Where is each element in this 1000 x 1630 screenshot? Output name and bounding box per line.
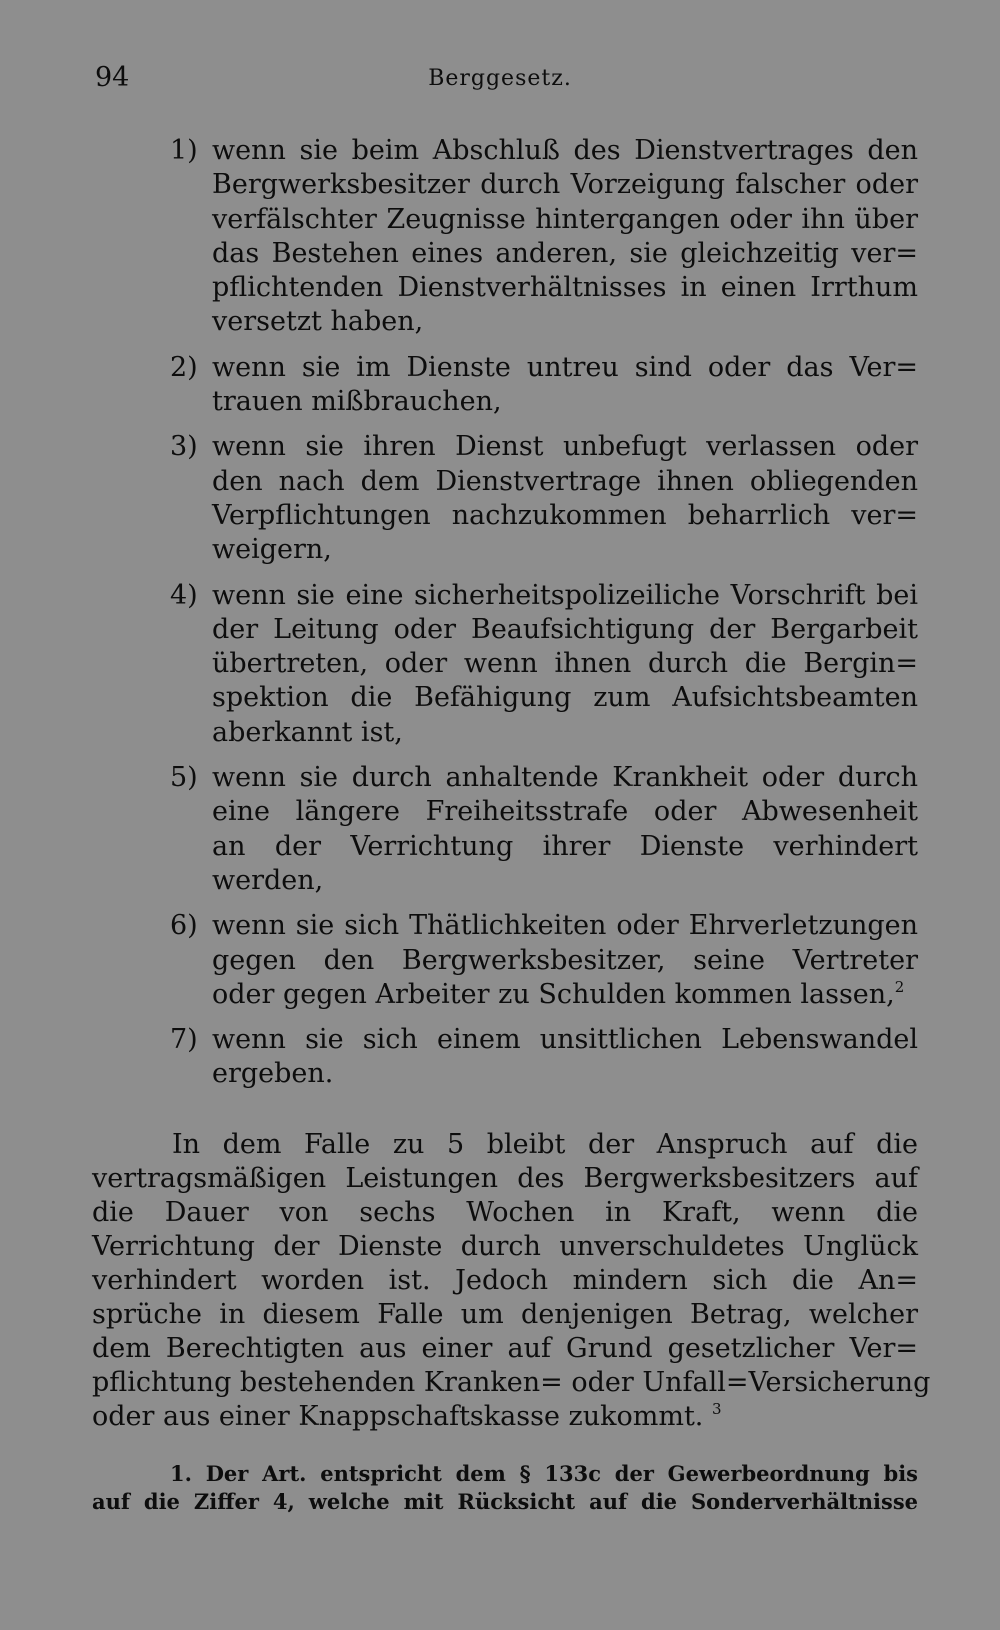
- text-line: verhindert worden ist. Jedoch mindern sich die An=: [92, 1265, 918, 1296]
- item-number: 4): [170, 579, 198, 611]
- list-item: [170, 430, 918, 567]
- item-number: 3): [170, 431, 198, 463]
- page-number: 94: [95, 62, 130, 93]
- text-line: wenn sie beim Abschluß des Dienstvertrages den: [212, 135, 918, 166]
- text-line: versetzt haben,: [212, 306, 424, 338]
- text-line: trauen mißbrauchen,: [212, 386, 502, 418]
- text-line: pflichtung bestehenden Kranken= oder Unfall=Versicherung: [92, 1367, 931, 1398]
- text-line: wenn sie sich einem unsittlichen Lebenswandel: [212, 1024, 918, 1056]
- text-line: aberkannt ist,: [212, 716, 403, 748]
- text-line: spektion die Befähigung zum Aufsichtsbeamten: [212, 682, 918, 714]
- numbered-list: [170, 134, 918, 1103]
- text-line: übertreten, oder wenn ihnen durch die Bergin=: [212, 648, 918, 680]
- text-line: an der Verrichtung ihrer Dienste verhindert: [212, 830, 918, 862]
- text-line: gegen den Bergwerksbesitzer, seine Vertreter: [212, 944, 918, 976]
- list-item: [170, 1023, 918, 1092]
- page-header: [95, 62, 905, 102]
- text-line: der Leitung oder Beaufsichtigung der Bergarbeit: [212, 613, 918, 645]
- footnote-marker: 3: [711, 1400, 722, 1418]
- text-line: wenn sie ihren Dienst unbefugt verlassen oder: [212, 431, 918, 463]
- text-line-with-note: [212, 978, 918, 1012]
- item-number: 6): [170, 910, 198, 942]
- item-number: 7): [170, 1024, 198, 1056]
- running-title: Berggesetz.: [428, 66, 572, 91]
- footnote-marker: 2: [894, 977, 905, 996]
- text-line: dem Berechtigten aus einer auf Grund gesetzlicher Ver=: [92, 1333, 918, 1364]
- text-line: vertragsmäßigen Leistungen des Bergwerksbesitzers auf: [92, 1163, 918, 1194]
- text-line: wenn sie eine sicherheitspolizeiliche Vorschrift bei: [212, 579, 918, 611]
- text-line: oder aus einer Knappschaftskasse zukommt.: [92, 1401, 704, 1432]
- footnote: [92, 1460, 918, 1516]
- text-line: oder gegen Arbeiter zu Schulden kommen lassen,: [212, 978, 895, 1010]
- text-line-with-note: [92, 1400, 918, 1434]
- body-paragraph: [92, 1128, 931, 1434]
- text-line: wenn sie sich Thätlichkeiten oder Ehrverletzungen: [212, 910, 918, 942]
- footnote-line: 1. Der Art. entspricht dem § 133c der Gewerbeordnung bis: [170, 1461, 918, 1486]
- text-line: sprüche in diesem Falle um denjenigen Betrag, welcher: [92, 1299, 918, 1330]
- text-line: verfälschter Zeugnisse hintergangen oder ihn über: [212, 203, 918, 235]
- text-line: In dem Falle zu 5 bleibt der Anspruch auf die: [172, 1129, 918, 1160]
- text-line: wenn sie durch anhaltende Krankheit oder durch: [212, 762, 918, 794]
- item-number: 2): [170, 351, 198, 383]
- text-line: eine längere Freiheitsstrafe oder Abwesenheit: [212, 796, 918, 828]
- text-line: ergeben.: [212, 1058, 334, 1090]
- text-line: den nach dem Dienstvertrage ihnen obliegenden: [212, 465, 918, 497]
- item-number: 1): [170, 135, 198, 166]
- text-line: die Dauer von sechs Wochen in Kraft, wenn die: [92, 1197, 918, 1228]
- text-line: Verrichtung der Dienste durch unverschuldetes Unglück: [92, 1231, 918, 1262]
- list-item: [170, 134, 918, 340]
- text-line: das Bestehen eines anderen, sie gleichzeitig ver=: [212, 237, 918, 269]
- text-line: pflichtenden Dienstverhältnisses in einen Irrthum: [212, 272, 918, 304]
- item-number: 5): [170, 762, 198, 794]
- list-item: [170, 351, 918, 420]
- list-item: [170, 761, 918, 898]
- text-line: weigern,: [212, 534, 332, 566]
- list-item: [170, 579, 918, 750]
- text-line: Verpflichtungen nachzukommen beharrlich ver=: [212, 499, 918, 531]
- text-line: Bergwerksbesitzer durch Vorzeigung falscher oder: [212, 169, 918, 201]
- list-item: [170, 909, 918, 1012]
- text-line: werden,: [212, 864, 324, 896]
- footnote-line: auf die Ziffer 4, welche mit Rücksicht auf die Sonderverhältnisse: [92, 1489, 918, 1514]
- text-line: wenn sie im Dienste untreu sind oder das Ver=: [212, 351, 918, 383]
